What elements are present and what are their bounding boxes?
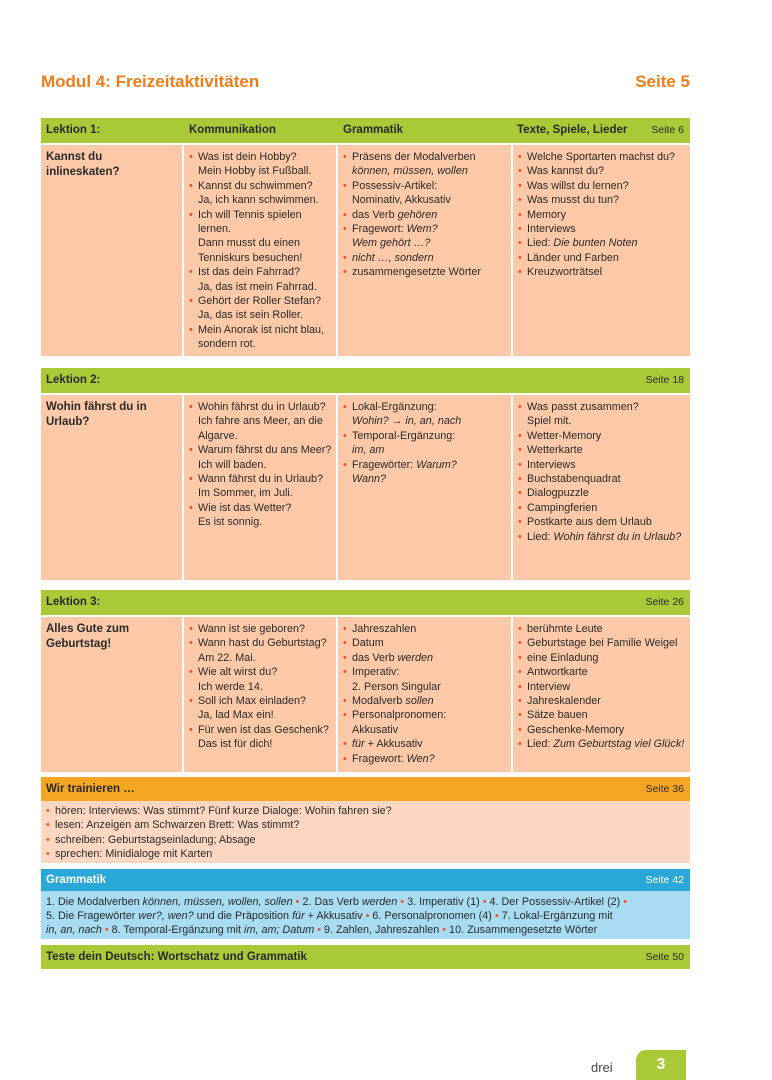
list-item: • Antwortkarte bbox=[518, 665, 686, 679]
list-item: • Interviews bbox=[518, 458, 686, 472]
list-item: • Interviews bbox=[518, 222, 686, 236]
list-item: • lesen: Anzeigen am Schwarzen Brett: Was stimmt? bbox=[46, 818, 685, 832]
list-item: • Fragewort: Wen? bbox=[343, 752, 507, 766]
list-item: • Wie alt wirst du? Ich werde 14. bbox=[189, 665, 332, 694]
lektion-1-row bbox=[41, 145, 690, 356]
list-item: • Geburtstage bei Familie Weigel bbox=[518, 636, 686, 650]
training-title: Wir trainieren … bbox=[46, 783, 135, 795]
lektion-seite: Seite 6 bbox=[651, 124, 684, 136]
lektion-label: Lektion 1: bbox=[46, 124, 101, 136]
list-item: • Was passt zusammen? Spiel mit. bbox=[518, 400, 686, 429]
list-item: • Was musst du tun? bbox=[518, 193, 686, 207]
module-page: Seite 5 bbox=[635, 72, 690, 91]
list-item: • Kannst du schwimmen? Ja, ich kann schwimmen. bbox=[189, 179, 332, 208]
list-item: • Wann hast du Geburtstag? Am 22. Mai. bbox=[189, 636, 332, 665]
list-item: • Lied: Die bunten Noten bbox=[518, 236, 686, 250]
list-item: • zusammengesetzte Wörter bbox=[343, 265, 507, 279]
col-kommunikation: Kommunikation bbox=[189, 124, 276, 136]
list-item: • Länder und Farben bbox=[518, 251, 686, 265]
list-item: • für + Akkusativ bbox=[343, 737, 507, 751]
list-item: • Postkarte aus dem Urlaub bbox=[518, 515, 686, 529]
lektion-3-header bbox=[41, 590, 690, 615]
list-item: • Modalverb sollen bbox=[343, 694, 507, 708]
list-item: • Imperativ: 2. Person Singular bbox=[343, 665, 507, 694]
list-item: • Personalpronomen: Akkusativ bbox=[343, 708, 507, 737]
list-item: • Buchstabenquadrat bbox=[518, 472, 686, 486]
lektion-label: Lektion 2: bbox=[46, 374, 101, 386]
list-item: • Wann fährst du in Urlaub? Im Sommer, im Juli. bbox=[189, 472, 332, 501]
list-item: • nicht …, sondern bbox=[343, 251, 507, 265]
grammatik-cell bbox=[336, 145, 511, 356]
list-item: • Sätze bauen bbox=[518, 708, 686, 722]
lektion-seite: Seite 18 bbox=[645, 374, 684, 386]
list-item: • Was kannst du? bbox=[518, 164, 686, 178]
list-item: • Wetter-Memory bbox=[518, 429, 686, 443]
texte-cell bbox=[511, 617, 690, 772]
list-item: • Wann ist sie geboren? bbox=[189, 622, 332, 636]
list-item: • Kreuzworträtsel bbox=[518, 265, 686, 279]
lektion-seite: Seite 26 bbox=[645, 596, 684, 608]
teste-header bbox=[41, 945, 690, 969]
list-item: • Gehört der Roller Stefan? Ja, das ist sein Roller. bbox=[189, 294, 332, 323]
list-item: • Was ist dein Hobby? Mein Hobby ist Fußball. bbox=[189, 150, 332, 179]
texte-cell bbox=[511, 145, 690, 356]
lektion-2-row bbox=[41, 395, 690, 580]
kommunikation-cell bbox=[182, 617, 336, 772]
list-item: • Für wen ist das Geschenk? Das ist für dich! bbox=[189, 723, 332, 752]
teste-title: Teste dein Deutsch: Wortschatz und Grammatik bbox=[46, 951, 307, 963]
lektion-label: Lektion 3: bbox=[46, 596, 101, 608]
list-item: • Ich will Tennis spielen lernen. Dann musst du einen Tenniskurs besuchen! bbox=[189, 208, 332, 266]
list-item: • Lied: Zum Geburtstag viel Glück! bbox=[518, 737, 686, 751]
list-item: • schreiben: Geburtstagseinladung; Absage bbox=[46, 833, 685, 847]
list-item: • Wie ist das Wetter? Es ist sonnig. bbox=[189, 501, 332, 530]
list-item: • eine Einladung bbox=[518, 651, 686, 665]
list-item: • Wetterkarte bbox=[518, 443, 686, 457]
list-item: • Mein Anorak ist nicht blau, sondern rot. bbox=[189, 323, 332, 352]
grammatik-title: Grammatik bbox=[46, 874, 107, 886]
list-item: • Datum bbox=[343, 636, 507, 650]
list-item: • Dialogpuzzle bbox=[518, 486, 686, 500]
list-item: • Fragewort: Wem? Wem gehört …? bbox=[343, 222, 507, 251]
list-item: • Lied: Wohin fährst du in Urlaub? bbox=[518, 530, 686, 544]
col-grammatik: Grammatik bbox=[343, 124, 404, 136]
training-seite: Seite 36 bbox=[645, 783, 684, 795]
lektion-2-header bbox=[41, 368, 690, 393]
texte-cell bbox=[511, 395, 690, 580]
list-item: • Memory bbox=[518, 208, 686, 222]
page-number-badge: 3 bbox=[636, 1050, 686, 1080]
list-item: • Wohin fährst du in Urlaub? Ich fahre ans Meer, an die Algarve. bbox=[189, 400, 332, 443]
list-item: • Warum fährst du ans Meer? Ich will baden. bbox=[189, 443, 332, 472]
list-item: • Was willst du lernen? bbox=[518, 179, 686, 193]
grammatik-cell bbox=[336, 395, 511, 580]
list-item: • Jahreszahlen bbox=[343, 622, 507, 636]
kommunikation-cell bbox=[182, 145, 336, 356]
list-item: • Präsens der Modalverben können, müssen, wollen bbox=[343, 150, 507, 179]
list-item: • Jahreskalender bbox=[518, 694, 686, 708]
list-item: • Possessiv-Artikel: Nominativ, Akkusativ bbox=[343, 179, 507, 208]
list-item: • das Verb gehören bbox=[343, 208, 507, 222]
list-item: • das Verb werden bbox=[343, 651, 507, 665]
list-item: • Campingferien bbox=[518, 501, 686, 515]
list-item: • hören: Interviews: Was stimmt? Fünf kurze Dialoge: Wohin fahren sie? bbox=[46, 804, 685, 818]
page-number-word: drei bbox=[591, 1060, 613, 1075]
list-item: • Geschenke-Memory bbox=[518, 723, 686, 737]
col-texte: Texte, Spiele, Lieder bbox=[517, 124, 628, 136]
list-item: • sprechen: Minidialoge mit Karten bbox=[46, 847, 685, 861]
grammatik-body: 1. Die Modalverben können, müssen, wollen, sollen • 2. Das Verb werden • 3. Imperativ (1) • 4. Der Possessiv-Artikel (2) • 5. Die Fragewörter wer?, wen? und die Präposition für + Akkusativ • 6. Personalpronomen (4) • 7. Lokal-Ergänzung mit in, an, nach • 8. Temporal-Ergänzung mit im, am; Datum • 9. Zahlen, Jahreszahlen • 10. Zusammengesetzte Wörter bbox=[41, 891, 690, 939]
grammatik-header bbox=[41, 869, 690, 891]
grammatik-seite: Seite 42 bbox=[645, 874, 684, 886]
list-item: • Lokal-Ergänzung: Wohin? → in, an, nach bbox=[343, 400, 507, 429]
list-item: • Temporal-Ergänzung: im, am bbox=[343, 429, 507, 458]
teste-seite: Seite 50 bbox=[645, 951, 684, 963]
lektion-title: Kannst du inlineskaten? bbox=[46, 151, 120, 178]
kommunikation-cell bbox=[182, 395, 336, 580]
list-item: • berühmte Leute bbox=[518, 622, 686, 636]
list-item: • Interview bbox=[518, 680, 686, 694]
list-item: • Soll ich Max einladen? Ja, lad Max ein! bbox=[189, 694, 332, 723]
list-item: • Ist das dein Fahrrad? Ja, das ist mein Fahrrad. bbox=[189, 265, 332, 294]
list-item: • Welche Sportarten machst du? bbox=[518, 150, 686, 164]
module-title: Modul 4: Freizeitaktivitäten bbox=[41, 72, 260, 91]
lektion-title: Wohin fährst du in Urlaub? bbox=[46, 401, 147, 428]
list-item: • Fragewörter: Warum? Wann? bbox=[343, 458, 507, 487]
lektion-1-header bbox=[41, 118, 690, 143]
lektion-3-row bbox=[41, 617, 690, 772]
training-body bbox=[41, 801, 690, 863]
grammatik-cell bbox=[336, 617, 511, 772]
lektion-title: Alles Gute zum Geburtstag! bbox=[46, 623, 130, 650]
training-header bbox=[41, 777, 690, 801]
